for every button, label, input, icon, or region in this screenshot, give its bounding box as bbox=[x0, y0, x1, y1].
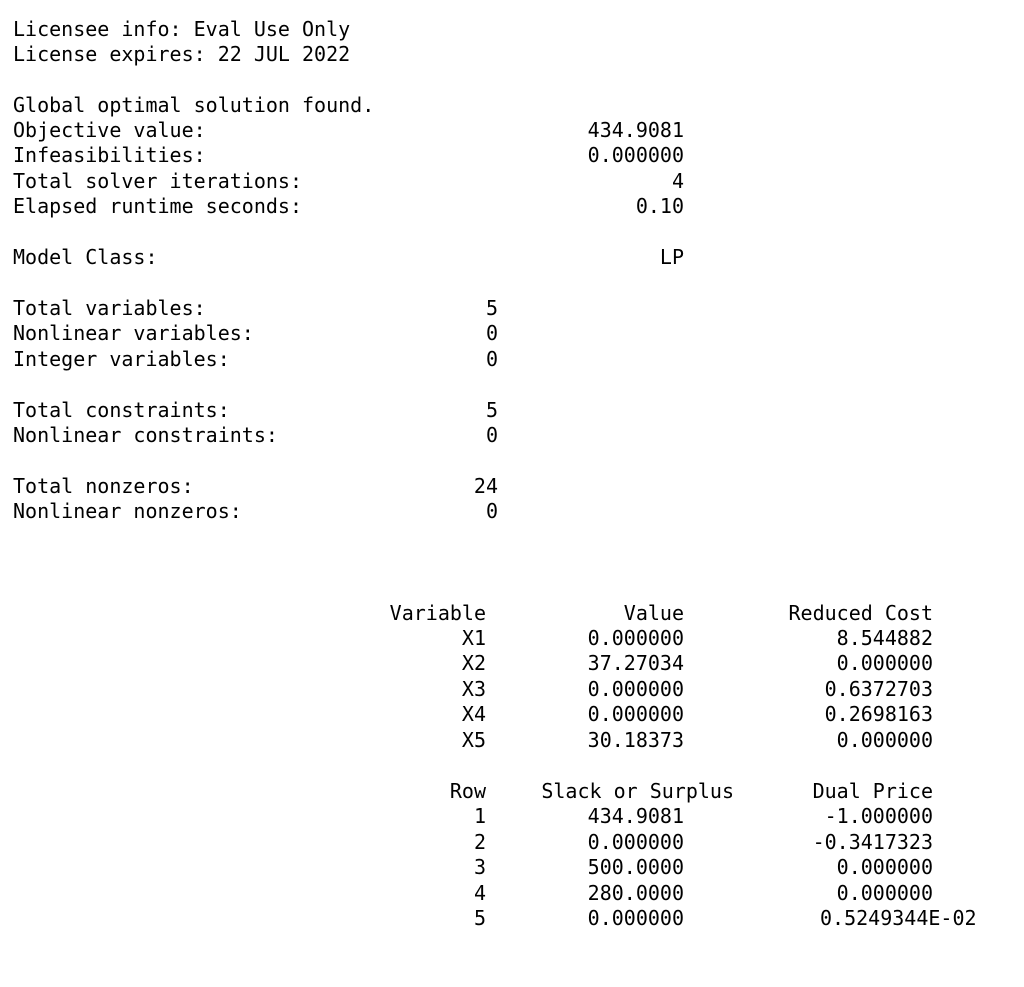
variable-value: 0.000000 bbox=[587, 677, 684, 701]
count-label-integer-variables: Integer variables: bbox=[13, 347, 230, 371]
count-label-total-variables: Total variables: bbox=[13, 296, 206, 320]
stat-label-infeasibilities: Infeasibilities: bbox=[13, 143, 206, 167]
header-value: Value bbox=[623, 601, 684, 625]
count-value-integer-variables: 0 bbox=[485, 347, 498, 371]
header-reduced-cost: Reduced Cost bbox=[788, 601, 933, 625]
variable-name: X2 bbox=[461, 651, 486, 675]
variable-name: X3 bbox=[461, 677, 486, 701]
variable-reduced-cost: 0.6372703 bbox=[824, 677, 933, 701]
row-slack-or-surplus: 0.000000 bbox=[587, 830, 684, 854]
variable-name: X1 bbox=[461, 626, 486, 650]
model-class-label: Model Class: bbox=[13, 245, 158, 269]
variable-name: X4 bbox=[461, 702, 486, 726]
row-slack-or-surplus: 280.0000 bbox=[587, 881, 684, 905]
header-variable: Variable bbox=[389, 601, 486, 625]
stat-value-infeasibilities: 0.000000 bbox=[587, 143, 684, 167]
variable-reduced-cost: 8.544882 bbox=[836, 626, 933, 650]
header-row: Row bbox=[449, 779, 486, 803]
stat-value-iterations: 4 bbox=[671, 169, 684, 193]
count-label-total-nonzeros: Total nonzeros: bbox=[13, 474, 194, 498]
count-label-nonlinear-nonzeros: Nonlinear nonzeros: bbox=[13, 499, 242, 523]
row-slack-or-surplus: 500.0000 bbox=[587, 855, 684, 879]
variable-value: 30.18373 bbox=[587, 728, 684, 752]
count-value-nonlinear-nonzeros: 0 bbox=[485, 499, 498, 523]
row-slack-or-surplus: 0.000000 bbox=[587, 906, 684, 930]
row-dual-price: 0.5249344E-02 bbox=[820, 906, 977, 930]
solution-status: Global optimal solution found. bbox=[13, 93, 375, 117]
variable-reduced-cost: 0.000000 bbox=[836, 651, 933, 675]
row-dual-price: -1.000000 bbox=[824, 804, 933, 828]
count-value-total-nonzeros: 24 bbox=[473, 474, 498, 498]
stat-value-objective: 434.9081 bbox=[587, 118, 684, 142]
header-slack-or-surplus: Slack or Surplus bbox=[541, 779, 734, 803]
row-number: 2 bbox=[473, 830, 486, 854]
stat-label-iterations: Total solver iterations: bbox=[13, 169, 302, 193]
stat-label-objective: Objective value: bbox=[13, 118, 206, 142]
row-number: 4 bbox=[473, 881, 486, 905]
variable-value: 37.27034 bbox=[587, 651, 684, 675]
license-expires-line: License expires: 22 JUL 2022 bbox=[13, 42, 351, 66]
stat-value-runtime: 0.10 bbox=[635, 194, 684, 218]
count-label-nonlinear-variables: Nonlinear variables: bbox=[13, 321, 254, 345]
count-label-nonlinear-constraints: Nonlinear constraints: bbox=[13, 423, 278, 447]
row-number: 1 bbox=[473, 804, 486, 828]
variable-reduced-cost: 0.2698163 bbox=[824, 702, 933, 726]
variable-value: 0.000000 bbox=[587, 626, 684, 650]
header-dual-price: Dual Price bbox=[812, 779, 933, 803]
row-dual-price: 0.000000 bbox=[836, 855, 933, 879]
count-value-total-variables: 5 bbox=[485, 296, 498, 320]
count-label-total-constraints: Total constraints: bbox=[13, 398, 230, 422]
stat-label-runtime: Elapsed runtime seconds: bbox=[13, 194, 302, 218]
count-value-total-constraints: 5 bbox=[485, 398, 498, 422]
row-slack-or-surplus: 434.9081 bbox=[587, 804, 684, 828]
variable-value: 0.000000 bbox=[587, 702, 684, 726]
model-class-value: LP bbox=[659, 245, 684, 269]
variable-name: X5 bbox=[461, 728, 486, 752]
count-value-nonlinear-constraints: 0 bbox=[485, 423, 498, 447]
license-info-line: Licensee info: Eval Use Only bbox=[13, 17, 351, 41]
count-value-nonlinear-variables: 0 bbox=[485, 321, 498, 345]
row-dual-price: -0.3417323 bbox=[812, 830, 933, 854]
row-number: 5 bbox=[473, 906, 486, 930]
row-number: 3 bbox=[473, 855, 486, 879]
variable-reduced-cost: 0.000000 bbox=[836, 728, 933, 752]
row-dual-price: 0.000000 bbox=[836, 881, 933, 905]
